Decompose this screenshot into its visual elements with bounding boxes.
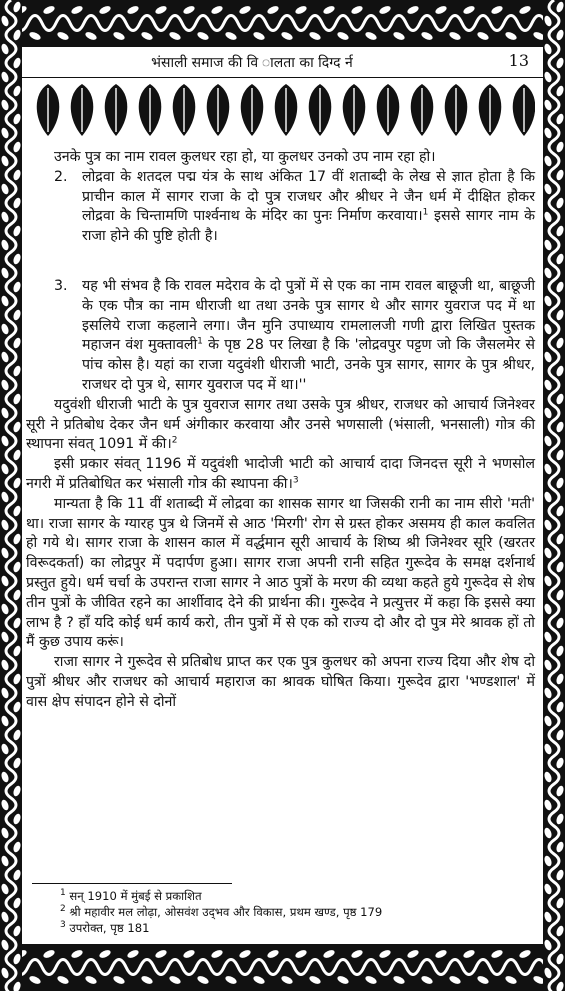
footnote-text: श्री महावीर मल लोढ़ा, ओसवंश उद्‌भव और विकास, प्रथम खण्ड, पृष्ठ 179 xyxy=(65,905,383,919)
footnote-ref: 2 xyxy=(171,435,178,446)
footnotes xyxy=(60,888,530,936)
footnote-divider xyxy=(32,883,232,884)
footnote xyxy=(60,904,530,920)
footnote-mark: 1 xyxy=(60,888,66,899)
paragraph-text: इसी प्रकार संवत् 1196 में यदुवंशी भादोजी भाटी को आचार्य दादा जिनदत्त सूरी ने भणसोल नगरी में प्रतिबोधित कर भंसाली गोत्र की स्थापना की। xyxy=(26,456,535,492)
list-item-text: लोद्रवा के शतदल पद्म यंत्र के साथ अंकित 17 वीं शताब्दी के लेख से ज्ञात होता है कि प्राचीन काल में सागर राजा के दो पुत्र राजधर और श्रीधर ने जैन धर्म में दीक्षित होकर लोद्रवा के चिन्तामणि पार्श्वनाथ के मंदिर का पुनः निर्माण करवाया। xyxy=(82,168,535,225)
decorative-border-left xyxy=(0,0,22,991)
header-title: भंसाली समाज की वि ालता का दिग्द र्न xyxy=(151,55,353,71)
vine-pattern-top xyxy=(0,0,565,47)
list-item-text: यह भी संभव है कि रावल मदेराव के दो पुत्रों में से एक का नाम रावल बाछूजी था, बाछूजी के एक पौत्र का नाम धीराजी था तथा उनके पुत्र सागर थे और सागर युवराज पद में था इसलिये राजा कहलाने लगा। जैन मुनि उपाध्याय रामलालजी गणी द्वारा लिखित पुस्तक महाजन वंश मुक्तावली xyxy=(82,277,535,354)
vine-pattern-left xyxy=(0,0,22,991)
paragraph-continuation: उनके पुत्र का नाम रावल कुलधर रहा हो, या कुलधर उनको उप नाम रहा हो। xyxy=(54,149,436,165)
vine-pattern-right xyxy=(543,0,565,991)
main-text xyxy=(26,148,536,713)
footnote-text: सन् 1910 में मुंबई से प्रकाशित xyxy=(65,889,202,903)
footnote-ref: 3 xyxy=(292,475,299,486)
leaf-ornament-row xyxy=(30,80,535,140)
paragraph xyxy=(26,455,535,495)
page-number: 13 xyxy=(508,51,529,70)
decorative-border-bottom xyxy=(0,944,565,991)
decorative-border-top xyxy=(0,0,565,47)
paragraph: मान्यता है कि 11 वीं शताब्दी में लोद्रवा का शासक सागर था जिसकी रानी का नाम सीरो 'मती' था। राजा सागर के ग्यारह पुत्र थे जिनमें से आठ 'मिरगी' रोग से ग्रस्त होकर असमय ही काल कवलित हो गये थे। सागर राजा के शासन काल में वर्द्धमान सूरी आचार्य के शिष्य श्री जिनेश्वर सूरि (खरतर विरूदकर्ता) का लोद्रपुर में पदार्पण हुआ। सागर राजा अपनी रानी सहित गुरूदेव के समक्ष दर्शनार्थ प्रस्तुत हुये। धर्म चर्चा के उपरान्त राजा सागर ने आठ पुत्रों के मरण की व्यथा कहते हुये गुरूदेव से शेष तीन पुत्रों के जीवित रहने का आर्शीवाद देने की प्रार्थना की। गुरूदेव ने प्रत्युत्तर में कहा कि इससे क्या लाभ है ? हाँ यदि कोई धर्म कार्य करो, तीन पुत्रों में से एक को राज्य दो और दो पुत्र मेरे श्रावक हों तो मैं कुछ उपाय करूं। xyxy=(26,495,535,651)
paragraph-text: यदुवंशी धीराजी भाटी के पुत्र युवराज सागर तथा उसके पुत्र श्रीधर, राजधर को आचार्य जिनेश्वर सूरी ने प्रतिबोध देकर जैन धर्म अंगीकार करवाया और उनसे भणसाली (भंसाली, भनसाली) गोत्र की स्थापना संवत् 1091 में की। xyxy=(26,396,535,453)
list-number: 2. xyxy=(54,168,68,185)
list-item-text: इससे सागर नाम के राजा होने की पुष्टि होती है। xyxy=(82,208,536,245)
footnote-mark: 3 xyxy=(60,920,66,931)
running-header xyxy=(22,47,543,78)
footnote xyxy=(60,888,530,904)
decorative-border-right xyxy=(543,0,565,991)
footnote-text: उपरोक्त, पृष्ठ 181 xyxy=(65,921,150,935)
vine-pattern-bottom xyxy=(0,944,565,991)
footnote-ref: 1 xyxy=(197,336,203,347)
list-item-3 xyxy=(54,277,535,396)
paragraph: राजा सागर ने गुरूदेव से प्रतिबोध प्राप्त कर एक पुत्र कुलधर को अपना राज्य दिया और शेष दो पुत्रों श्रीधर और राजधर को आचार्य महाराज का श्रावक घोषित किया। गुरूदेव द्वारा 'भण्डशाल' में वास क्षेप संपादन होने से दोनों xyxy=(26,654,535,710)
footnote-mark: 2 xyxy=(60,904,66,915)
footnote xyxy=(60,920,530,936)
list-number: 3. xyxy=(54,277,68,294)
footnote-ref: 1 xyxy=(422,207,429,218)
paragraph xyxy=(26,396,535,455)
list-item-2 xyxy=(54,168,536,247)
list-item-text: के पृष्ठ 28 पर लिखा है कि 'लोद्रवपुर पट्टण जो कि जैसलमेर से पांच कोस है। यहां का राजा यदुवंशी धीराजी भाटी, उनके पुत्र सागर, सागर के पुत्र श्रीधर, राजधर दो पुत्र थे, सागर युवराज पद में था।'' xyxy=(82,337,535,393)
